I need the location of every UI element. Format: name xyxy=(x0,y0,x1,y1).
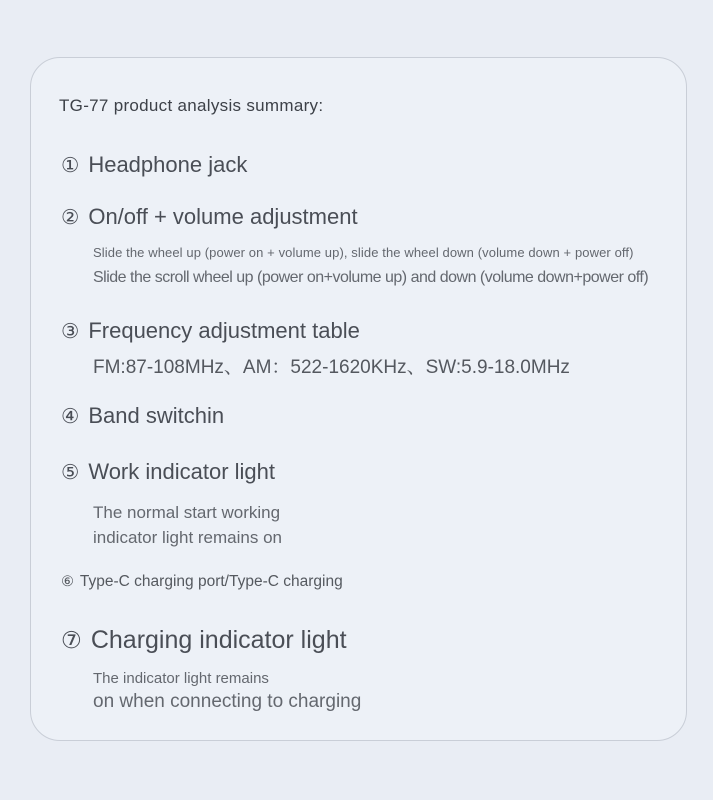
charging-indicator-note-line2: on when connecting to charging xyxy=(93,691,362,712)
circled-number-5: ⑤ xyxy=(61,460,80,484)
feature-heading: Headphone jack xyxy=(88,152,248,177)
feature-item-frequency-table xyxy=(61,317,658,345)
feature-item-work-indicator xyxy=(61,458,658,486)
feature-item-typec-charging xyxy=(61,572,658,592)
circled-number-3: ③ xyxy=(61,319,80,343)
circled-number-1: ① xyxy=(61,153,80,177)
frequency-ranges-text: FM:87-108MHz、AM：522-1620KHz、SW:5.9-18.0MHz xyxy=(93,357,570,378)
feature-heading: On/off + volume adjustment xyxy=(88,204,358,229)
feature-item-charging-indicator xyxy=(61,625,658,656)
work-indicator-note-line2: indicator light remains on xyxy=(93,528,282,547)
charging-indicator-note-line1: The indicator light remains xyxy=(93,670,269,687)
power-volume-note-small: Slide the wheel up (power on + volume up), slide the wheel down (volume down + power off) xyxy=(93,245,634,260)
circled-number-6: ⑥ xyxy=(61,574,74,590)
feature-item-power-volume xyxy=(61,203,658,231)
circled-number-7: ⑦ xyxy=(61,627,82,654)
circled-number-4: ④ xyxy=(61,404,80,428)
summary-title: TG-77 product analysis summary: xyxy=(59,96,324,115)
work-indicator-note-line1: The normal start working xyxy=(93,503,281,522)
feature-heading: Frequency adjustment table xyxy=(88,318,360,343)
power-volume-note-large: Slide the scroll wheel up (power on+volume up) and down (volume down+power off) xyxy=(93,269,649,286)
feature-heading: Type-C charging port/Type-C charging xyxy=(79,573,343,590)
circled-number-2: ② xyxy=(61,205,80,229)
product-summary-card xyxy=(30,57,687,741)
feature-item-band-switching xyxy=(61,402,658,430)
feature-item-headphone-jack xyxy=(61,151,658,179)
feature-heading: Band switchin xyxy=(88,403,225,428)
feature-heading: Charging indicator light xyxy=(90,626,347,654)
feature-heading: Work indicator light xyxy=(88,459,275,484)
